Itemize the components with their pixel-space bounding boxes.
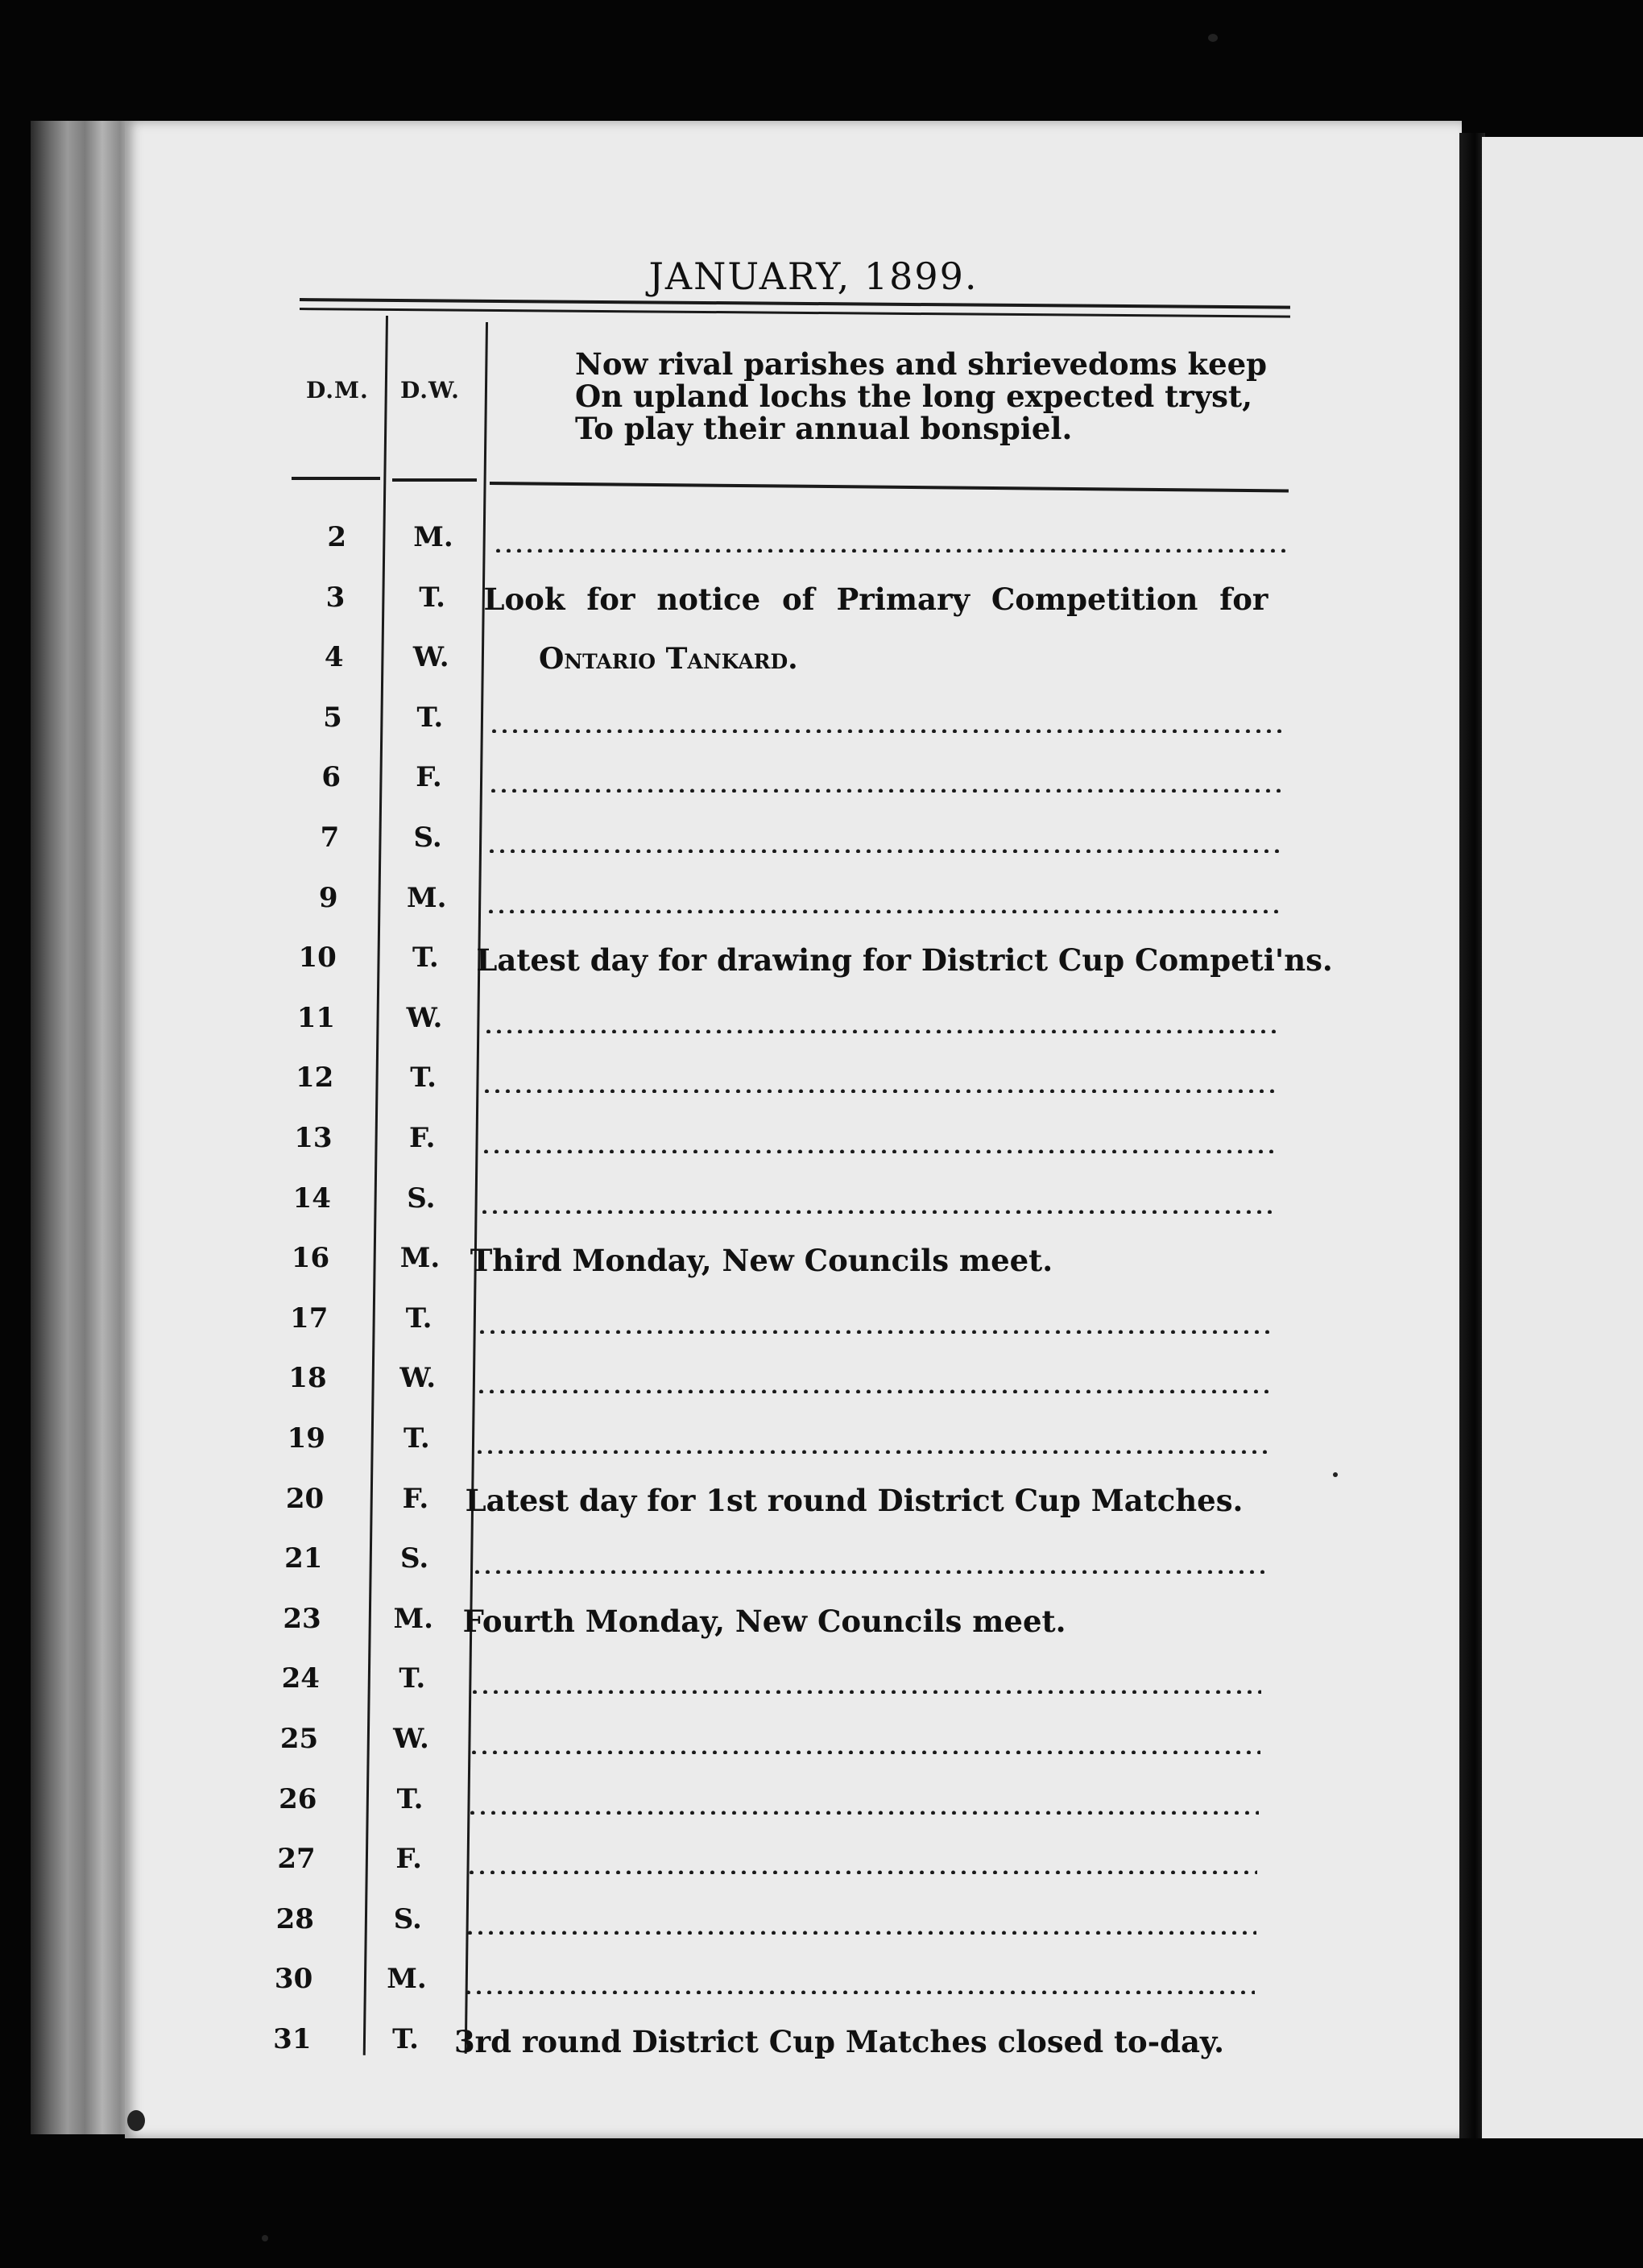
dotted-leader <box>482 1089 1275 1093</box>
dotted-leader <box>493 548 1287 553</box>
calendar-row <box>0 1114 1643 1162</box>
dotted-leader <box>472 1570 1264 1574</box>
day-of-month: 13 <box>294 1122 333 1154</box>
calendar-row <box>0 1475 1643 1523</box>
day-of-week: M. <box>387 1963 427 1996</box>
calendar-entry: Ontario Tankard. <box>538 642 798 677</box>
day-of-week: W. <box>399 1362 437 1395</box>
calendar-row <box>0 1174 1643 1223</box>
calendar-entry: 3rd round District Cup Matches closed to-day. <box>453 2024 1225 2060</box>
dotted-leader <box>486 909 1279 913</box>
dotted-leader <box>486 849 1280 853</box>
calendar-row <box>0 1234 1643 1282</box>
dust-speck <box>262 2235 268 2241</box>
dotted-leader <box>476 1389 1268 1393</box>
day-of-month: 7 <box>320 822 340 854</box>
day-of-month: 12 <box>296 1062 334 1095</box>
dotted-leader <box>465 1931 1256 1935</box>
calendar-row <box>0 693 1643 742</box>
day-of-month: 24 <box>281 1662 320 1695</box>
calendar-row <box>0 1294 1643 1343</box>
dotted-leader <box>463 1990 1255 1994</box>
day-of-week: M. <box>406 881 447 914</box>
day-of-month: 31 <box>273 2023 312 2055</box>
verse-line-2: On upland lochs the long expected tryst, <box>575 379 1252 414</box>
day-of-month: 14 <box>292 1182 331 1215</box>
day-of-month: 23 <box>283 1602 321 1635</box>
calendar-row <box>0 1715 1643 1763</box>
day-of-week: T. <box>396 1782 424 1815</box>
calendar-entry: Look for notice of Primary Competition for <box>483 581 1268 617</box>
calendar-entry: Third Monday, New Councils meet. <box>470 1242 1053 1278</box>
calendar-row <box>0 1053 1643 1102</box>
calendar-row <box>0 513 1643 561</box>
day-of-week: M. <box>413 521 453 553</box>
dust-speck <box>127 2110 145 2131</box>
day-of-month: 6 <box>321 761 341 794</box>
calendar-entry: Latest day for 1st round District Cup Matches. <box>465 1483 1244 1519</box>
day-of-week: F. <box>416 761 442 794</box>
dotted-leader <box>488 788 1281 793</box>
day-of-week: F. <box>408 1122 436 1154</box>
calendar-row <box>0 1414 1643 1463</box>
day-of-week: S. <box>413 822 442 854</box>
calendar-row <box>0 1835 1643 1883</box>
day-of-month: 28 <box>275 1902 314 1935</box>
day-of-month: 17 <box>290 1302 329 1335</box>
day-of-month: 4 <box>324 641 344 674</box>
calendar-row <box>0 1955 1643 2003</box>
day-of-week: W. <box>406 1001 443 1034</box>
day-of-week: F. <box>402 1482 429 1515</box>
calendar-row <box>0 2015 1643 2063</box>
day-of-week: W. <box>412 641 449 674</box>
header-day-of-month: D.M. <box>306 377 369 404</box>
day-of-week: W. <box>393 1723 429 1755</box>
day-of-month: 21 <box>284 1542 323 1575</box>
dotted-leader <box>469 1750 1260 1754</box>
calendar-row <box>0 573 1643 622</box>
calendar-row <box>0 1654 1643 1703</box>
day-of-week: F. <box>395 1843 422 1876</box>
day-of-month: 18 <box>288 1362 327 1395</box>
day-of-month: 19 <box>287 1422 325 1455</box>
calendar-row <box>0 1775 1643 1823</box>
calendar-entry: Latest day for drawing for District Cup Competi'ns. <box>476 942 1333 978</box>
dotted-leader <box>479 1210 1272 1214</box>
dotted-leader <box>467 1811 1259 1815</box>
day-of-week: T. <box>403 1422 430 1455</box>
day-of-month: 25 <box>279 1723 319 1755</box>
dotted-leader <box>481 1149 1274 1153</box>
calendar-row <box>0 633 1643 681</box>
header-day-of-week: D.W. <box>400 377 460 404</box>
day-of-month: 16 <box>291 1242 330 1275</box>
dotted-leader <box>474 1450 1267 1454</box>
day-of-week: M. <box>399 1242 441 1275</box>
day-of-month: 5 <box>323 701 342 734</box>
verse-line-1: Now rival parishes and shrievedoms keep <box>575 346 1268 382</box>
day-of-week: M. <box>393 1602 433 1635</box>
day-of-week: T. <box>416 701 444 734</box>
day-of-week: S. <box>407 1182 436 1215</box>
day-of-month: 11 <box>296 1001 336 1034</box>
day-of-month: 30 <box>274 1963 313 1996</box>
day-of-month: 3 <box>325 581 346 614</box>
day-of-month: 9 <box>318 881 338 914</box>
day-of-week: T. <box>405 1302 432 1335</box>
day-of-month: 27 <box>277 1843 316 1876</box>
day-of-week: T. <box>412 942 439 975</box>
dotted-leader <box>466 1870 1258 1874</box>
day-of-week: T. <box>419 581 445 614</box>
calendar-row <box>0 933 1643 982</box>
day-of-week: S. <box>393 1902 422 1935</box>
dust-speck <box>1333 1472 1338 1477</box>
header-rule-dm <box>292 477 380 480</box>
calendar-row <box>0 1534 1643 1583</box>
day-of-month: 20 <box>285 1482 325 1515</box>
day-of-week: T. <box>392 2023 419 2055</box>
day-of-month: 26 <box>279 1782 317 1815</box>
header-rule-dw <box>392 478 477 482</box>
dust-speck <box>1208 34 1218 42</box>
calendar-row <box>0 994 1643 1042</box>
calendar-row <box>0 1595 1643 1643</box>
day-of-month: 10 <box>298 942 337 975</box>
calendar-entry: Fourth Monday, New Councils meet. <box>462 1603 1066 1639</box>
dotted-leader <box>489 729 1283 733</box>
calendar-row <box>0 874 1643 922</box>
calendar-row <box>0 813 1643 862</box>
header-verse <box>575 348 1268 445</box>
day-of-week: S. <box>399 1542 429 1575</box>
dotted-leader <box>483 1029 1277 1033</box>
calendar-row <box>0 1354 1643 1402</box>
dotted-leader <box>477 1330 1269 1334</box>
day-of-week: T. <box>410 1062 437 1095</box>
page-title: JANUARY, 1899. <box>648 255 979 298</box>
verse-line-3: To play their annual bonspiel. <box>575 411 1073 446</box>
calendar-row <box>0 753 1643 801</box>
calendar-row <box>0 1895 1643 1943</box>
dotted-leader <box>470 1690 1261 1694</box>
day-of-month: 2 <box>327 521 346 553</box>
day-of-week: T. <box>399 1662 426 1695</box>
